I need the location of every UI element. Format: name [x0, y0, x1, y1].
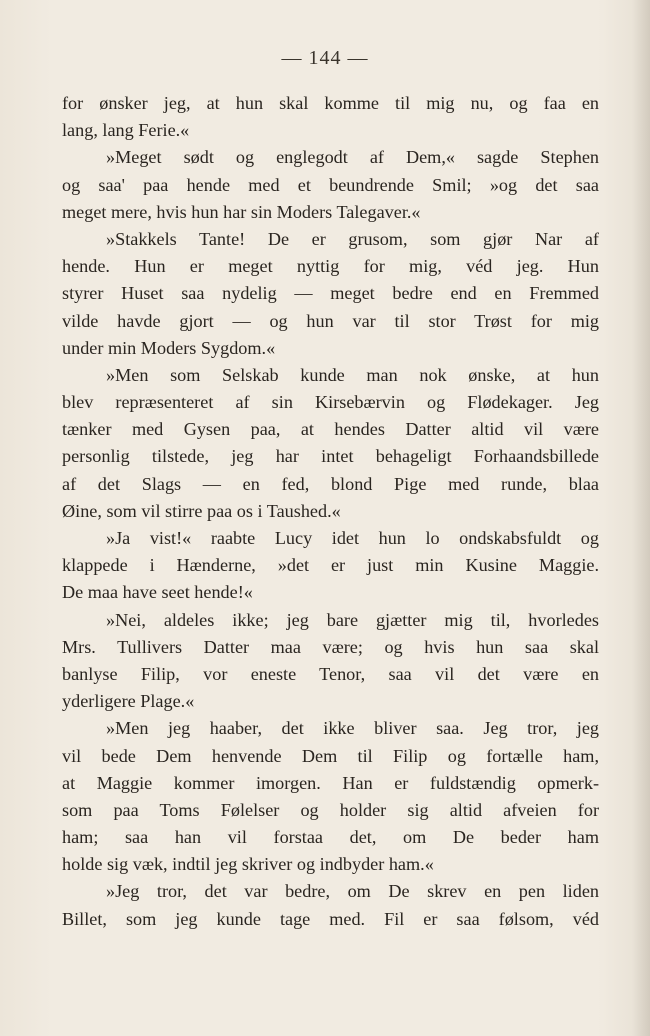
text-line: at Maggie kommer imorgen. Han er fuldstændig opmerk-	[62, 772, 599, 793]
text-line: yderligere Plage.«	[62, 691, 195, 712]
text-line: Billet, som jeg kunde tage med. Fil er saa følsom, véd	[62, 908, 599, 929]
text-line: Mrs. Tullivers Datter maa være; og hvis hun saa skal	[62, 636, 599, 657]
text-line: og saa' paa hende med et beundrende Smil; »og det saa	[62, 174, 599, 195]
body-text	[62, 90, 599, 933]
text-line: »Ja vist!« raabte Lucy idet hun lo ondskabsfuldt og	[106, 528, 599, 548]
text-line: meget mere, hvis hun har sin Moders Talegaver.«	[62, 201, 421, 222]
text-line: klappede i Hænderne, »det er just min Kusine Maggie.	[62, 555, 599, 576]
text-line: »Nei, aldeles ikke; jeg bare gjætter mig til, hvorledes	[106, 609, 599, 630]
text-line: blev repræsenteret af sin Kirsebærvin og Flødekager. Jeg	[62, 392, 599, 413]
text-line: »Meget sødt og englegodt af Dem,« sagde Stephen	[106, 147, 599, 168]
text-line: under min Moders Sygdom.«	[62, 337, 276, 358]
text-line: som paa Toms Følelser og holder sig altid afveien for	[62, 799, 599, 820]
text-line: »Stakkels Tante! De er grusom, som gjør Nar af	[106, 228, 599, 249]
text-line: vil bede Dem henvende Dem til Filip og fortælle ham,	[62, 745, 599, 766]
text-line: for ønsker jeg, at hun skal komme til mig nu, og faa en	[62, 93, 599, 113]
text-line: lang, lang Ferie.«	[62, 120, 190, 141]
text-line: Øine, som vil stirre paa os i Taushed.«	[62, 500, 341, 521]
page-edge-shadow	[632, 0, 650, 1036]
text-line: hende. Hun er meget nyttig for mig, véd jeg. Hun	[62, 256, 599, 277]
text-line: holde sig væk, indtil jeg skriver og indbyder ham.«	[62, 854, 434, 875]
text-line: personlig tilstede, jeg har intet behageligt Forhaandsbillede	[62, 446, 599, 467]
text-line: De maa have seet hende!«	[62, 582, 253, 603]
text-line: »Jeg tror, det var bedre, om De skrev en pen liden	[106, 881, 599, 902]
text-line: vilde havde gjort — og hun var til stor Trøst for mig	[62, 310, 599, 331]
page-number: — 144 —	[281, 47, 369, 69]
text-line: »Men jeg haaber, det ikke bliver saa. Jeg tror, jeg	[106, 718, 599, 739]
text-line: styrer Huset saa nydelig — meget bedre end en Fremmed	[62, 283, 599, 304]
text-line: tænker med Gysen paa, at hendes Datter altid vil være	[62, 419, 599, 440]
text-line: »Men som Selskab kunde man nok ønske, at hun	[106, 364, 599, 385]
text-line: ham; saa han vil forstaa det, om De beder ham	[62, 827, 599, 848]
text-line: af det Slags — en fed, blond Pige med runde, blaa	[62, 473, 599, 494]
text-line: banlyse Filip, vor eneste Tenor, saa vil det være en	[62, 663, 599, 684]
